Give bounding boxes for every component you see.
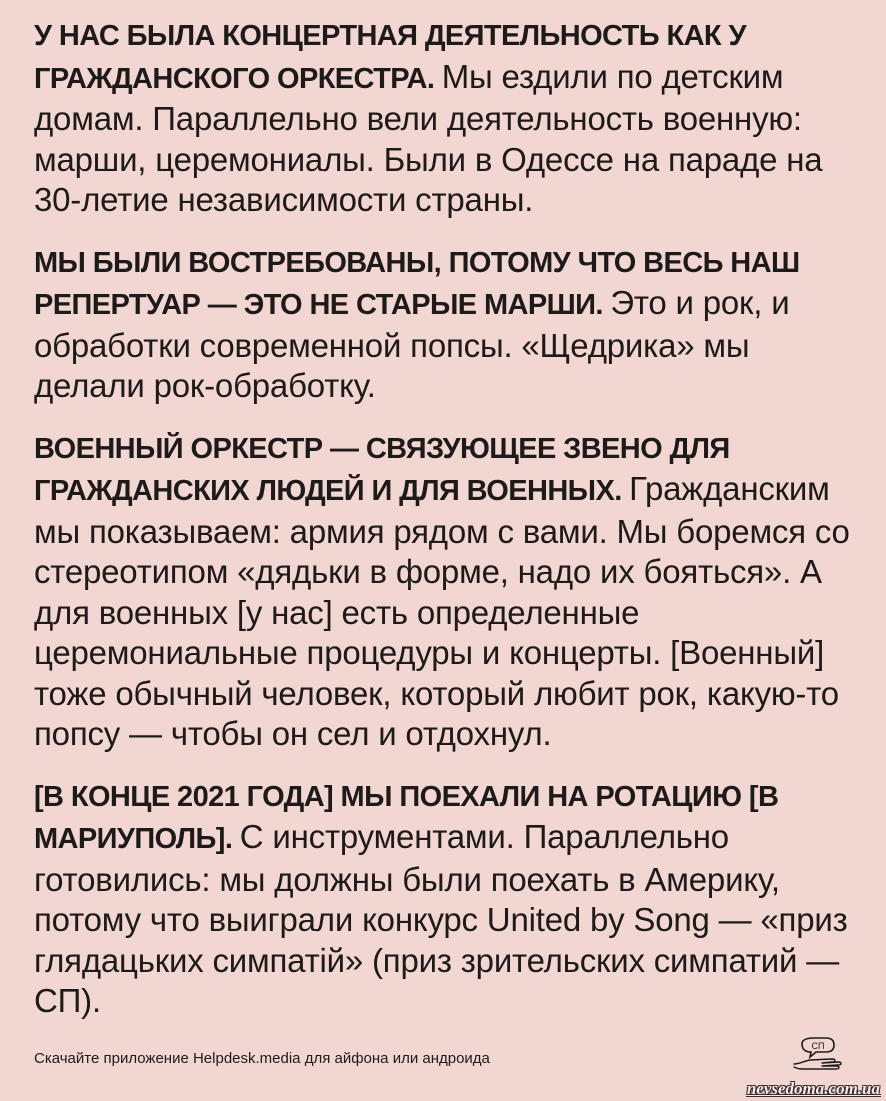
paragraph-text: Мы ездили по детским домам. Параллельно вели деятельность военную: марши, церемониалы. Были в Одессе на параде на 30-летие независимости страны. [34, 57, 823, 218]
paragraph-text: Это и рок, и обработки современной попсы. «Щедрика» мы делали рок-обработку. [34, 284, 790, 404]
paragraph-lead: [В КОНЦЕ 2021 ГОДА] МЫ ПОЕХАЛИ НА РОТАЦИЮ [В МАРИУПОЛЬ]. [34, 780, 779, 855]
article-body [34, 14, 854, 1042]
paragraph-military-orchestra [34, 427, 854, 755]
site-watermark: nevsedoma.com.ua [746, 1079, 880, 1098]
paragraph-lead: МЫ БЫЛИ ВОСТРЕБОВАНЫ, ПОТОМУ ЧТО ВЕСЬ НАШ РЕПЕРТУАР — ЭТО НЕ СТАРЫЕ МАРШИ. [34, 246, 800, 321]
paragraph-rotation-mariupol [34, 775, 854, 1022]
paragraph-lead: У НАС БЫЛА КОНЦЕРТНАЯ ДЕЯТЕЛЬНОСТЬ КАК У ГРАЖДАНСКОГО ОРКЕСТРА. [34, 20, 746, 95]
paragraph-text: Гражданским мы показываем: армия рядом с вами. Мы боремся со стереотипом «дядьки в форме, надо их бояться». А для военных [у нас] есть определенные церемониальные процедуры и концерты. [Военный] тоже обычный человек, который любит рок, какую-то попсу — чтобы он сел и отдохнул. [34, 470, 850, 752]
app-download-footer[interactable]: Скачайте приложение Helpdesk.media для айфона или андроида [34, 1050, 490, 1067]
paragraph-lead: ВОЕННЫЙ ОРКЕСТР — СВЯЗУЮЩЕЕ ЗВЕНО ДЛЯ ГРАЖДАНСКИХ ЛЮДЕЙ И ДЛЯ ВОЕННЫХ. [34, 432, 730, 507]
hand-speech-bubble-icon[interactable] [792, 1034, 844, 1070]
paragraph-text: С инструментами. Параллельно готовились: мы должны были поехать в Америку, потому что выиграли конкурс United by Song — «приз глядацьких симпатій» (приз зрительских симпатий — СП). [34, 818, 848, 1019]
paragraph-repertoire [34, 241, 854, 407]
paragraph-concert-activity [34, 14, 854, 221]
icon-label: СП [811, 1041, 825, 1051]
